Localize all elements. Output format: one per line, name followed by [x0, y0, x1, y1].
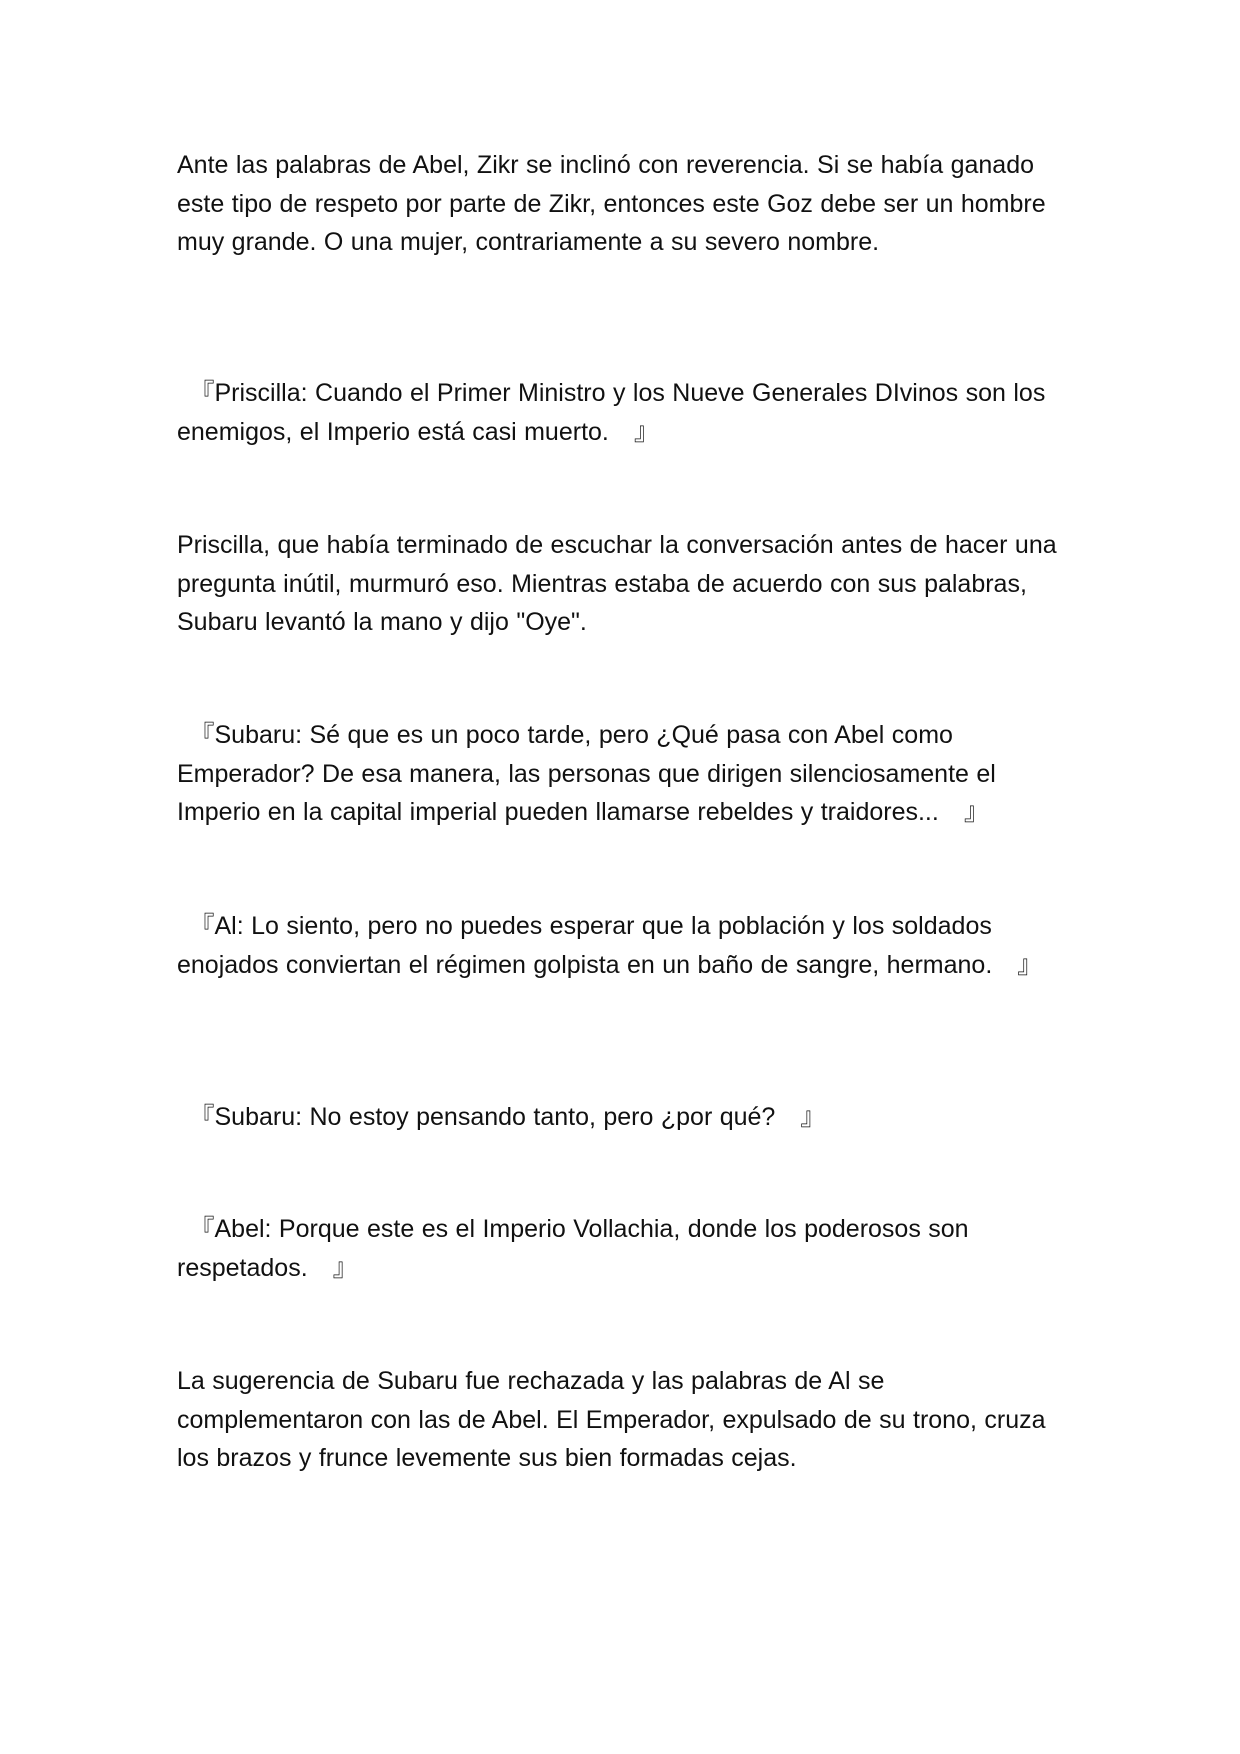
- narration-paragraph: Priscilla, que había terminado de escuchar la conversación antes de hacer una pregunta inútil, murmuró eso. Mientras estaba de acuerdo con sus palabras, Subaru levantó la mano y dijo "Oye".: [177, 531, 1057, 637]
- dialogue-abel: 『Abel: Porque este es el Imperio Vollachia, donde los poderosos son respetados. 』: [177, 1215, 969, 1282]
- dialogue-al: 『Al: Lo siento, pero no puedes esperar que la población y los soldados enojados conviertan el régimen golpista en un baño de sangre, hermano. 』: [177, 912, 1043, 979]
- dialogue-subaru: 『Subaru: Sé que es un poco tarde, pero ¿Qué pasa con Abel como Emperador? De esa manera, las personas que dirigen silenciosamente el Imperio en la capital imperial pueden llamarse rebeldes y traidores... 』: [177, 721, 996, 827]
- dialogue-subaru: 『Subaru: No estoy pensando tanto, pero ¿por qué? 』: [177, 1103, 826, 1131]
- narration-paragraph: La sugerencia de Subaru fue rechazada y las palabras de Al se complementaron con las de Abel. El Emperador, expulsado de su trono, cruza los brazos y frunce levemente sus bien formadas cejas.: [177, 1367, 1046, 1473]
- dialogue-priscilla: 『Priscilla: Cuando el Primer Ministro y los Nueve Generales DIvinos son los enemigos, el Imperio está casi muerto. 』: [177, 379, 1046, 446]
- narration-paragraph: Ante las palabras de Abel, Zikr se inclinó con reverencia. Si se había ganado este tipo de respeto por parte de Zikr, entonces este Goz debe ser un hombre muy grande. O una mujer, contrariamente a su severo nombre.: [177, 151, 1046, 257]
